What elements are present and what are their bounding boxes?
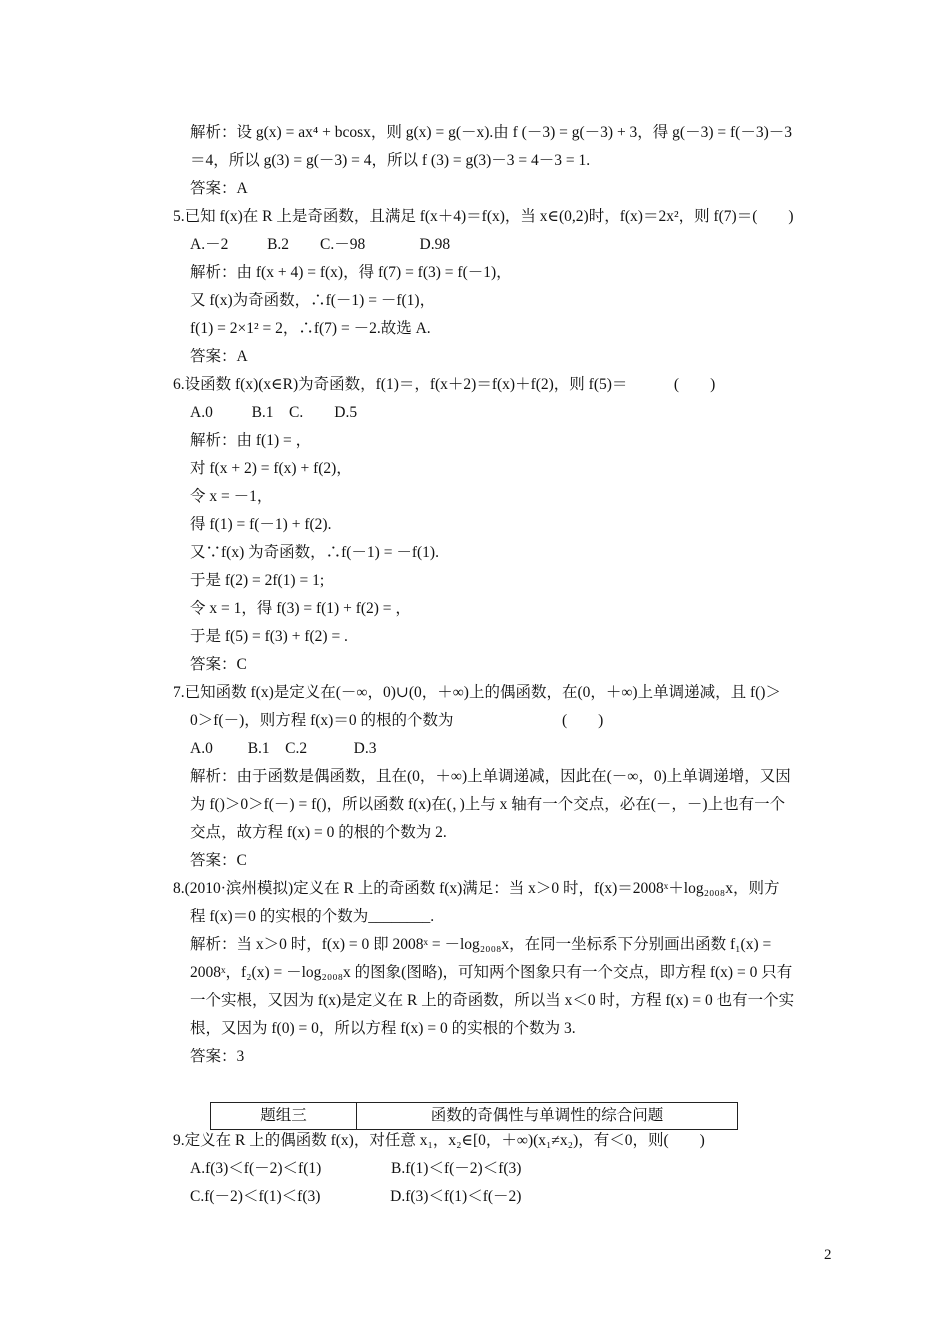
text-line: 又∵f(x) 为奇函数，∴f(－1) = －f(1). [190, 544, 439, 561]
text-line: 对 f(x + 2) = f(x) + f(2)， [190, 460, 352, 477]
text-line: A.f(3)＜f(－2)＜f(1) B.f(1)＜f(－2)＜f(3) [190, 1160, 522, 1177]
text-line: 解析：由于函数是偶函数，且在(0，＋∞)上单调递减，因此在(－∞，0)上单调递增，又因 [190, 768, 791, 785]
text-line: A.0 B.1 C.2 D.3 [190, 740, 377, 757]
section-header-table [210, 1102, 738, 1130]
text-line: 解析：由 f(x + 4) = f(x)，得 f(7) = f(3) = f(－1)， [190, 264, 512, 281]
text-line: 解析：设 g(x) = ax⁴ + bcosx，则 g(x) = g(－x).由 f (－3) = g(－3) + 3，得 g(－3) = f(－3)－3 [190, 124, 792, 141]
text-line: 答案：C [190, 852, 247, 869]
text-line: 于是 f(5) = f(3) + f(2) = . [190, 628, 348, 645]
text-line: 答案：A [190, 348, 248, 365]
text-line: 答案：C [190, 656, 247, 673]
text-line: 9.定义在 R 上的偶函数 f(x)，对任意 x₁，x₂∈[0，＋∞)(x₁≠x₂)，有＜0，则( ) [173, 1132, 705, 1149]
text-line: 5.已知 f(x)在 R 上是奇函数，且满足 f(x＋4)＝f(x)，当 x∈(0,2)时，f(x)＝2x²，则 f(7)＝( ) [173, 208, 794, 225]
text-line: 一个实根，又因为 f(x)是定义在 R 上的奇函数，所以当 x＜0 时，方程 f(x) = 0 也有一个实 [190, 992, 795, 1009]
text-line: 于是 f(2) = 2f(1) = 1; [190, 572, 325, 589]
text-line: f(1) = 2×1² = 2，∴f(7) = －2.故选 A. [190, 320, 431, 337]
text-line: 7.已知函数 f(x)是定义在(－∞，0)∪(0，＋∞)上的偶函数，在(0，＋∞)上单调递减，且 f()＞ [173, 684, 781, 701]
text-line: C.f(－2)＜f(1)＜f(3) D.f(3)＜f(1)＜f(－2) [190, 1188, 522, 1205]
text-line: 2008ˣ，f₂(x) = －log₂₀₀₈x 的图象(图略)，可知两个图象只有一个交点，即方程 f(x) = 0 只有 [190, 964, 793, 981]
text-line: A.－2 B.2 C.－98 D.98 [190, 236, 451, 253]
text-line: A.0 B.1 C. D.5 [190, 404, 358, 421]
text-line: 解析：由 f(1) = ， [190, 432, 312, 449]
text-line: 程 f(x)＝0 的实根的个数为________. [190, 908, 435, 925]
text-line: 令 x = 1，得 f(3) = f(1) + f(2) = ， [190, 600, 411, 617]
text-line: 又 f(x)为奇函数，∴f(－1) = －f(1)， [190, 292, 436, 309]
text-line: ＝4，所以 g(3) = g(－3) = 4，所以 f (3) = g(3)－3 = 4－3 = 1. [190, 152, 591, 169]
text-line: 令 x = －1， [190, 488, 273, 505]
text-line: 根，又因为 f(0) = 0，所以方程 f(x) = 0 的实根的个数为 3. [190, 1020, 576, 1037]
text-line: 答案：A [190, 180, 248, 197]
text-line: 解析：当 x＞0 时，f(x) = 0 即 2008ˣ = －log₂₀₀₈x，在同一坐标系下分别画出函数 f₁(x) = [190, 936, 772, 953]
text-line: 交点，故方程 f(x) = 0 的根的个数为 2. [190, 824, 447, 841]
text-line: 0＞f(－)，则方程 f(x)＝0 的根的个数为 ( ) [190, 712, 604, 729]
text-line: 为 f()＞0＞f(－) = f()，所以函数 f(x)在(，)上与 x 轴有一个交点，必在(－，－)上也有一个 [190, 796, 786, 813]
text-line: 8.(2010·滨州模拟)定义在 R 上的奇函数 f(x)满足：当 x＞0 时，f(x)＝2008ˣ＋log₂₀₀₈x，则方 [173, 880, 780, 897]
group-label: 题组三 [211, 1103, 357, 1129]
page-number: 2 [824, 1247, 832, 1263]
text-line: 答案：3 [190, 1048, 245, 1065]
group-title: 函数的奇偶性与单调性的综合问题 [430, 1107, 664, 1124]
text-line: 6.设函数 f(x)(x∈R)为奇函数，f(1)＝，f(x＋2)＝f(x)＋f(2)，则 f(5)＝ ( ) [173, 376, 716, 393]
text-line: 得 f(1) = f(－1) + f(2). [190, 516, 332, 533]
